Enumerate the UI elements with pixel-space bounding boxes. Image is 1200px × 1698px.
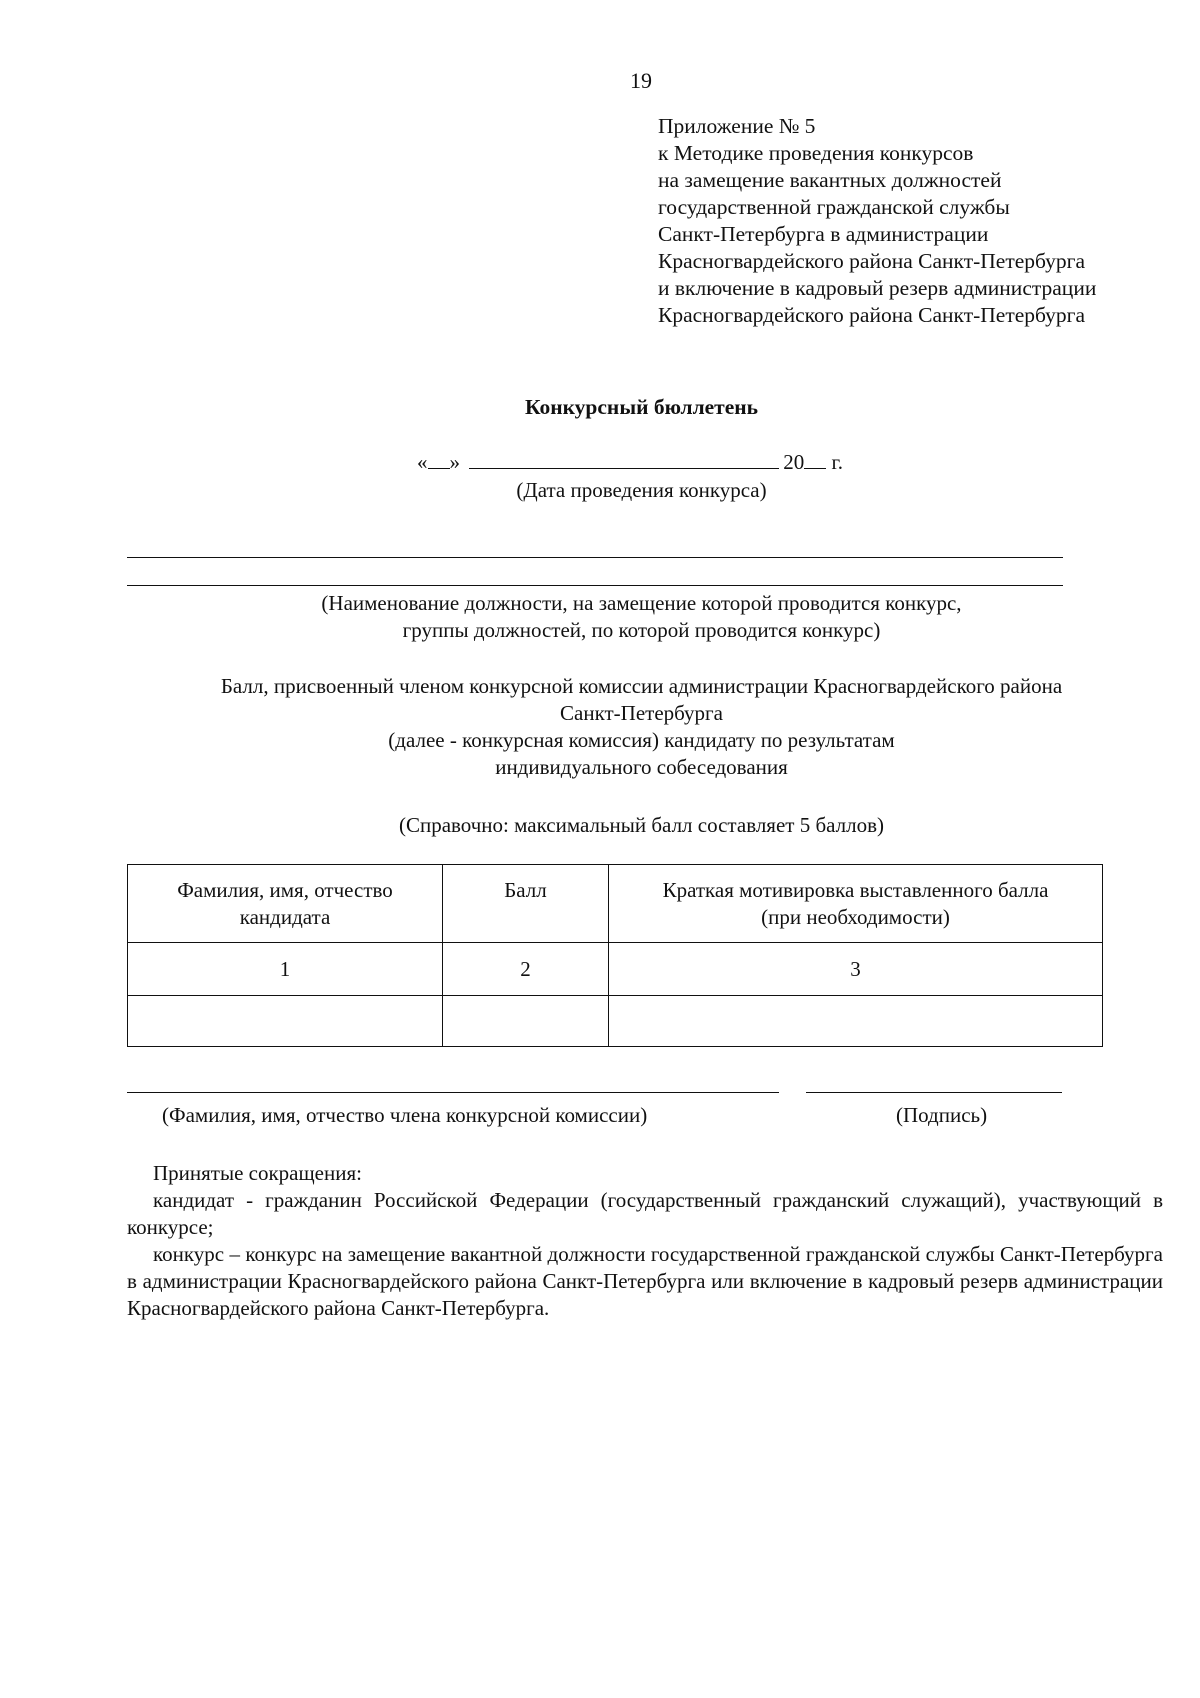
candidate-name-cell[interactable] — [128, 996, 443, 1047]
position-caption-line: группы должностей, по которой проводится конкурс) — [402, 618, 881, 642]
document-title: Конкурсный бюллетень — [524, 395, 759, 419]
year-suffix: г. — [831, 450, 843, 474]
column-number-row — [128, 943, 1103, 996]
date-field — [417, 448, 843, 475]
position-caption-line: (Наименование должности, на замещение которой проводится конкурс, — [321, 591, 962, 615]
month-blank[interactable] — [469, 448, 779, 469]
table-row — [128, 996, 1103, 1047]
open-quote: « — [417, 450, 428, 474]
motivation-cell[interactable] — [609, 996, 1103, 1047]
header-motivation: Краткая мотивировка выставленного балла (при необходимости) — [609, 865, 1103, 943]
column-number: 3 — [609, 943, 1103, 996]
score-description-line: Санкт-Петербурга — [560, 701, 723, 725]
abbreviations-heading: Принятые сокращения: — [153, 1161, 362, 1185]
score-cell[interactable] — [443, 996, 609, 1047]
appendix-line: Приложение № 5 — [658, 114, 816, 138]
year-prefix: 20 — [783, 450, 805, 474]
appendix-line: к Методике проведения конкурсов — [658, 141, 974, 165]
abbreviation-candidate: кандидат - гражданин Российской Федерации (государственный гражданский служащий), участвующий в конкурсе; — [127, 1188, 1163, 1239]
score-description-line: (далее - конкурсная комиссия) кандидату по результатам — [388, 728, 895, 752]
position-blank-line-1[interactable] — [127, 557, 1063, 558]
score-description — [0, 673, 1200, 781]
member-name-blank-line[interactable] — [127, 1092, 779, 1093]
signature-caption: (Подпись) — [896, 1103, 988, 1127]
abbreviation-contest: конкурс – конкурс на замещение вакантной должности государственной гражданской службы Санкт-Петербурга в администрации Красногвардейского района Санкт-Петербурга или включение в кадровый резерв администрации Красногвардейского района Санкт-Петербурга. — [127, 1242, 1163, 1320]
appendix-line: на замещение вакантных должностей — [658, 168, 1002, 192]
score-description-line: индивидуального собеседования — [495, 755, 788, 779]
close-quote: » — [449, 450, 460, 474]
abbreviations-section — [127, 1160, 1163, 1322]
score-table — [127, 864, 1103, 1047]
position-blank-line-2[interactable] — [127, 585, 1063, 586]
day-blank[interactable] — [428, 448, 450, 469]
appendix-header — [658, 113, 1096, 329]
appendix-line: Санкт-Петербурга в администрации — [658, 222, 989, 246]
column-number: 1 — [128, 943, 443, 996]
appendix-line: и включение в кадровый резерв администрации — [658, 276, 1097, 300]
member-name-caption: (Фамилия, имя, отчество члена конкурсной комиссии) — [162, 1103, 648, 1127]
page-number: 19 — [630, 68, 652, 93]
appendix-line: государственной гражданской службы — [658, 195, 1010, 219]
position-caption — [0, 590, 1200, 644]
reference-note: (Справочно: максимальный балл составляет 5 баллов) — [398, 813, 885, 837]
score-description-line: Балл, присвоенный членом конкурсной комиссии администрации Красногвардейского района — [220, 674, 1063, 698]
header-candidate-name: Фамилия, имя, отчество кандидата — [128, 865, 443, 943]
appendix-line: Красногвардейского района Санкт-Петербурга — [658, 303, 1085, 327]
column-number: 2 — [443, 943, 609, 996]
year-blank[interactable] — [804, 448, 826, 469]
signature-blank-line[interactable] — [806, 1092, 1062, 1093]
date-caption: (Дата проведения конкурса) — [516, 478, 767, 502]
table-header-row — [128, 865, 1103, 943]
header-score: Балл — [443, 865, 609, 943]
appendix-line: Красногвардейского района Санкт-Петербурга — [658, 249, 1085, 273]
